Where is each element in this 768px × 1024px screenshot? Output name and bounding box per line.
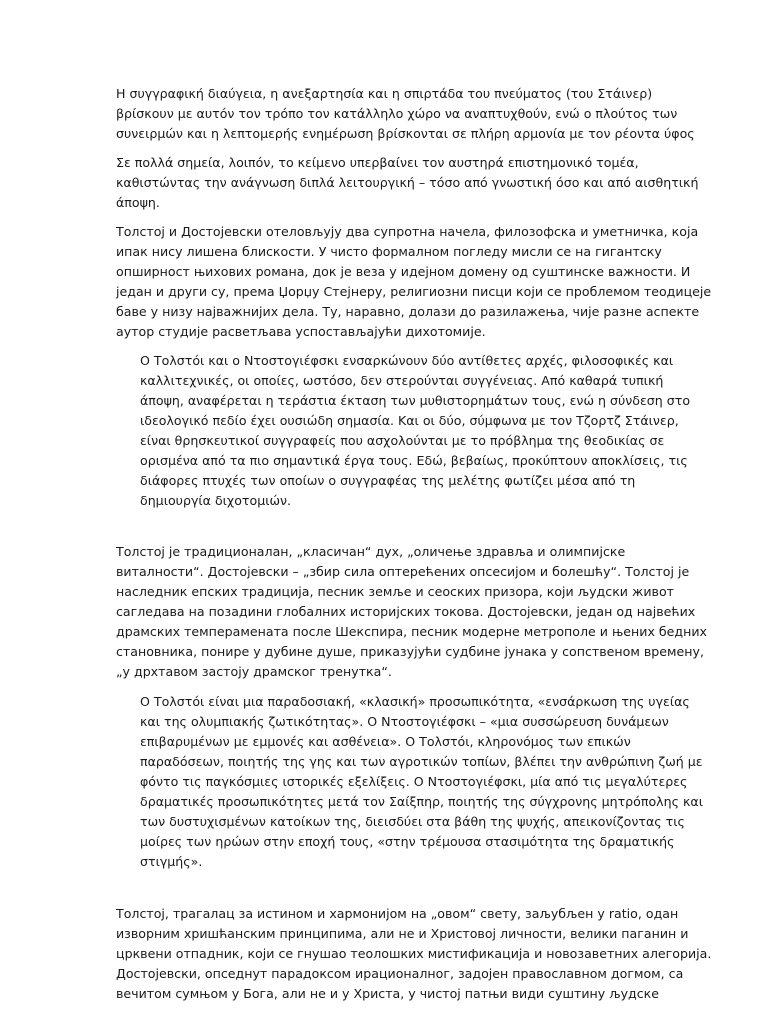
paragraph-serbian-3 [116, 904, 712, 1004]
text-line: ипак нису лишена блискости. У чисто формалном погледу мисли се на гигантску [116, 244, 662, 259]
text-line: μοίρες των ηρώων στην εποχή τους, «στην τρέμουσα στασιμότητα της δραματικής [140, 834, 675, 849]
text-line: καθιστώντας την ανάγνωση διπλά λειτουργική – τόσο από γνωστική όσο και από αισθητική [116, 175, 699, 190]
text-line: Толстој, трагалац за истином и хармонијом на „овом“ свету, заљубљен у ratio, одан [116, 906, 679, 921]
text-line: καλλιτεχνικές, οι οποίες, ωστόσο, δεν στερούνται συγγένειας. Από καθαρά τυπική [140, 373, 664, 388]
paragraph-greek-1 [116, 84, 695, 144]
text-line: вечитом сумњом у Бога, али не и у Христа, у чистој патњи види суштину људске [116, 986, 660, 1001]
text-line: παραδόσεων, ποιητής της γης και των αγροτικών τοπίων, βλέπει την ανθρώπινη ζωή με [140, 754, 703, 769]
text-line: Η συγγραφική διαύγεια, η ανεξαρτησία και η σπιρτάδα του πνεύματος (του Στάινερ) [116, 86, 653, 101]
paragraph-greek-indented-2 [116, 692, 703, 872]
text-line: наследник епских традиција, песник земље и сеоских призора, који људски живот [116, 584, 674, 599]
text-line: δημιουργία διχοτομιών. [140, 493, 292, 508]
text-line: становника, понире у дубине душе, приказујући судбине јунака у сопственом времену, [116, 644, 704, 659]
text-line: Толстој је традиционалан, „класичан“ дух, „оличење здравља и олимпијске [116, 544, 626, 559]
text-line: επιβαρυμένων με εμμονές και ασθένεια». Ο Τολστόι, κληρονόμος των επικών [140, 734, 631, 749]
text-line: και της ολυμπιακής ζωτικότητας». Ο Ντοστογιέφσκι – «μια συσσώρευση δυνάμεων [140, 714, 669, 729]
text-line: један и други су, према Џорџу Стејнеру, религиозни писци који се проблемом теодицеје [116, 284, 712, 299]
text-line: άποψη. [116, 195, 160, 210]
text-line: ορισμένα από τα πιο σημαντικά έργα τους. Εδώ, βεβαίως, προκύπτουν αποκλίσεις, τις [140, 453, 688, 468]
text-line: Достојевски, опседнут парадоксом ирационалног, задојен православном догмом, са [116, 966, 684, 981]
paragraph-serbian-2 [116, 542, 707, 682]
text-line: των δυστυχισμένων κατοίκων της, διεισδύει στα βάθη της ψυχής, απεικονίζοντας τις [140, 814, 685, 829]
text-line: изворним хришћанским принципима, али не и Христовој личности, велики паганин и [116, 926, 689, 941]
text-line: είναι θρησκευτικοί συγγραφείς που ασχολούνται με το πρόβλημα της θεοδικίας σε [140, 433, 665, 448]
text-line: Σε πολλά σημεία, λοιπόν, το κείμενο υπερβαίνει τον αυστηρά επιστημονικό τομέα, [116, 155, 639, 170]
text-line: βρίσκουν με αυτόν τον τρόπο τον κατάλληλο χώρο να αναπτυχθούν, ενώ ο πλούτος των [116, 106, 678, 121]
text-line: драмских темперамената после Шекспира, песник модерне метрополе и њених бедних [116, 624, 707, 639]
text-line: аутор студије расветљава успостављајући дихотомије. [116, 324, 486, 339]
text-line: συνειρμών και η λεπτομερής ενημέρωση βρίσκονται σε πλήρη αρμονία με τον ρέοντα ύφος [116, 126, 695, 141]
paragraph-greek-2 [116, 153, 699, 213]
text-line: Ο Τολστόι και ο Ντοστογιέφσκι ενσαρκώνουν δύο αντίθετες αρχές, φιλοσοφικές και [140, 353, 674, 368]
text-line: опширност њихових романа, док је веза у идејном домену од суштинске важности. И [116, 264, 691, 279]
text-line: црквени отпадник, који се гнушао теолошких мистификација и новозаветних алегорија. [116, 946, 712, 961]
text-line: Ο Τολστόι είναι μια παραδοσιακή, «κλασική» προσωπικότητα, «ενσάρκωση της υγείας [140, 694, 690, 709]
text-line: Толстој и Достојевски отеловљују два супротна начела, филозофска и уметничка, која [116, 224, 699, 239]
text-line: φόντο τις παγκόσμιες ιστορικές εξελίξεις. Ο Ντοστογιέφσκι, μία από τις μεγαλύτερες [140, 774, 688, 789]
text-line: виталности“. Достојевски – „збир сила оптерећених опсесијом и болешћу“. Толстој је [116, 564, 690, 579]
text-line: ιδεολογικό πεδίο έχει ουσιώδη σημασία. Και οι δύο, σύμφωνα με τον Τζορτζ Στάινερ, [140, 413, 679, 428]
text-line: στιγμής». [140, 854, 203, 869]
text-line: δραματικές προσωπικότητες μετά τον Σαίξπηρ, ποιητής της σύγχρονης μητρόπολης και [140, 794, 703, 809]
text-line: άποψη, αναφέρεται η τεράστια έκταση των μυθιστορημάτων τους, ενώ η σύνδεση στο [140, 393, 691, 408]
text-line: „у дрхтавом застоју драмског тренутка“. [116, 664, 392, 679]
text-line: διάφορες πτυχές των οποίων ο συγγραφέας της μελέτης φωτίζει μέσα από τη [140, 473, 636, 488]
text-line: сагледава на позадини глобалних историјских токова. Достојевски, један од највећих [116, 604, 696, 619]
paragraph-serbian-1 [116, 222, 712, 342]
text-line: баве у низу најважнијих дела. Ту, наравно, долази до разилажења, чије разне аспекте [116, 304, 700, 319]
paragraph-greek-indented-1 [116, 351, 691, 511]
